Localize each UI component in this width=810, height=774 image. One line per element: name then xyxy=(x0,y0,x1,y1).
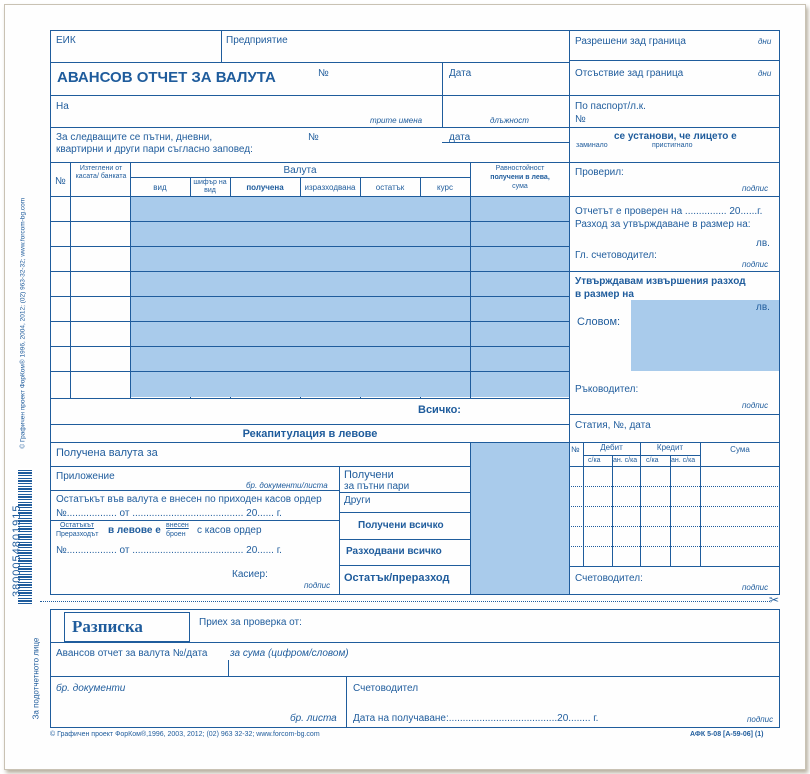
absent-label: Отсъствие зад граница xyxy=(575,68,684,79)
ledger-debit: Дебит xyxy=(600,443,623,452)
left-label: заминало xyxy=(576,142,608,149)
table-fill-currency xyxy=(131,197,470,397)
passport-no: № xyxy=(575,114,586,125)
surplus-label: Остатъкът xyxy=(60,522,95,529)
expense-label: Разход за утвърждаване в размер на: xyxy=(575,219,751,230)
col-no: № xyxy=(55,176,66,187)
receipt-sum: за сума (цифром/словом) xyxy=(230,648,349,659)
table-row-line xyxy=(50,221,570,222)
ledger-credit: Кредит xyxy=(656,443,684,452)
position-hint: длъжност xyxy=(490,116,529,125)
order-date: дата xyxy=(449,132,471,143)
for-following-2: квартирни и други пари съгласно заповед: xyxy=(56,144,253,155)
established: се установи, че лицето е xyxy=(614,131,737,142)
col-cashier: Изтеглени от касата/ банката xyxy=(75,165,127,180)
no-line-1: №.................. от ........................................ 20...... г. xyxy=(56,508,282,519)
article-label: Статия, №, дата xyxy=(575,420,651,431)
arrived-label: пристигнало xyxy=(652,142,693,149)
received-for: Получена валута за xyxy=(56,447,158,459)
words-label: Словом: xyxy=(577,316,621,328)
approve-lv: лв. xyxy=(756,302,770,313)
ledger-row-line xyxy=(569,526,780,527)
ledger-an-2: ан. с/ка xyxy=(671,457,696,464)
table-row-line xyxy=(50,246,570,247)
ledger-an: ан. с/ка xyxy=(613,457,638,464)
approve-label: Утвърждавам извършения разход xyxy=(575,276,746,287)
receipt-accountant: Счетоводител xyxy=(353,683,419,694)
footer-copyright: © Графичен проект ФорКом®,1996, 2003, 2012; (02) 963 32-32; www.forcom-bg.com xyxy=(50,731,320,738)
cashier-sign-hint: подпис xyxy=(304,581,331,590)
receipt-sign: подпис xyxy=(747,715,774,724)
col-rate: курс xyxy=(437,183,453,192)
table-row-line xyxy=(50,321,570,322)
table-row-line xyxy=(50,371,570,372)
col-equiv-3: сума xyxy=(512,183,528,190)
chief-acc: Гл. счетоводител: xyxy=(575,250,657,261)
given-label: брoен xyxy=(166,531,186,538)
receipt-date: Дата на получаване:.......................................20........ г. xyxy=(353,713,599,724)
col-received: получена xyxy=(246,183,284,192)
col-spent: изразходвана xyxy=(304,183,356,192)
names-hint: трите имена xyxy=(370,116,423,125)
col-equiv-2: получени в лева, xyxy=(490,174,550,181)
total-label: Всичко: xyxy=(418,404,461,416)
col-code: шифър на вид xyxy=(193,179,227,194)
other-label: Други xyxy=(344,495,371,506)
accepted-label: Приех за проверка от: xyxy=(199,617,302,628)
absent-days: дни xyxy=(758,69,772,78)
ledger-row-line xyxy=(569,506,780,507)
cash-order: с касов ордер xyxy=(197,525,262,536)
ledger-no: № xyxy=(571,445,580,454)
receipt-title: Разписка xyxy=(72,617,143,636)
report-checked: Отчетът е проверен на ............... 20......г. xyxy=(575,206,763,217)
col-equiv: Равностойност xyxy=(495,165,545,172)
ledger-row-line xyxy=(569,546,780,547)
ledger-row-line xyxy=(569,486,780,487)
approve-label-2: в размер на xyxy=(575,289,634,300)
checked-sign: подпис xyxy=(742,184,769,193)
summary-fill xyxy=(471,443,569,594)
table-fill-equiv xyxy=(471,197,569,397)
form-title: АВАНСОВ ОТЧЕТ ЗА ВАЛУТА xyxy=(57,69,276,86)
expense-lv: лв. xyxy=(756,238,770,249)
to-label: На xyxy=(56,101,69,112)
chief-sign: подпис xyxy=(742,260,769,269)
table-row-line xyxy=(50,346,570,347)
receipt-sheets: бр. листа xyxy=(290,713,337,724)
abroad-days: дни xyxy=(758,37,772,46)
checked-label: Проверил: xyxy=(575,167,624,178)
recap-title: Рекапитулация в левове xyxy=(242,428,378,440)
in-leva: в левове е xyxy=(108,525,161,536)
abroad-label: Разрешени зад граница xyxy=(575,36,686,47)
scissors-icon: ✂ xyxy=(769,593,780,607)
got-label: Получени xyxy=(344,469,394,481)
spent-all: Разходвани всичко xyxy=(346,546,442,557)
barcode-digits: 3800054801915 xyxy=(10,504,23,598)
receipt-report: Авансов отчет за валута №/дата xyxy=(56,648,208,659)
attachment-label: Приложение xyxy=(56,471,115,482)
col-type: вид xyxy=(153,183,167,192)
table-row-line xyxy=(50,296,570,297)
order-no: № xyxy=(308,132,319,143)
rest-label: Остатък/преразход xyxy=(344,572,450,584)
manager-label: Ръководител: xyxy=(575,384,639,395)
ledger-sum: Сума xyxy=(730,445,750,454)
col-currency: Валута xyxy=(283,165,317,176)
accountant-sign: подпис xyxy=(742,583,769,592)
date-label: Дата xyxy=(449,68,472,79)
manager-sign: подпис xyxy=(742,401,769,410)
enterprise-label: Предприятие xyxy=(226,35,288,46)
cut-line xyxy=(40,601,770,602)
ledger-sa-2: с/ка xyxy=(646,457,659,464)
col-balance: остатък xyxy=(375,183,405,192)
title-no: № xyxy=(318,68,329,79)
balance-in: Остатъкът във валута е внесен по приходен касов ордер xyxy=(56,494,322,505)
got-all: Получени всичко xyxy=(358,520,444,531)
deposited-label: внесен xyxy=(166,522,189,529)
for-following: За следващите се пътни, дневни, xyxy=(56,132,213,143)
cashier-sig: Касиер: xyxy=(232,569,268,580)
ledger-sa: с/ка xyxy=(588,457,601,464)
accountant-label: Счетоводител: xyxy=(575,573,643,584)
docs-hint: бр. документи/листа xyxy=(246,481,328,490)
passport-label: По паспорт/л.к. xyxy=(575,101,646,112)
table-row-line xyxy=(50,271,570,272)
eik-label: ЕИК xyxy=(56,35,76,46)
travel-label: за пътни пари xyxy=(344,481,410,492)
overspend-label: Преразходът xyxy=(56,531,99,538)
side-copyright: © Графичен проект ФорКом® 1996, 2004, 2012; (02) 963-32-32; www.forcom-bg.com xyxy=(19,197,27,449)
no-line-2: №.................. от ........................................ 20...... г. xyxy=(56,545,282,556)
receipt-docs: бр. документи xyxy=(56,683,126,694)
footer-code: АФК 5-08 [А-59-06] (1) xyxy=(690,731,764,738)
receipt-side-label: За подотчетното лице xyxy=(31,637,41,720)
